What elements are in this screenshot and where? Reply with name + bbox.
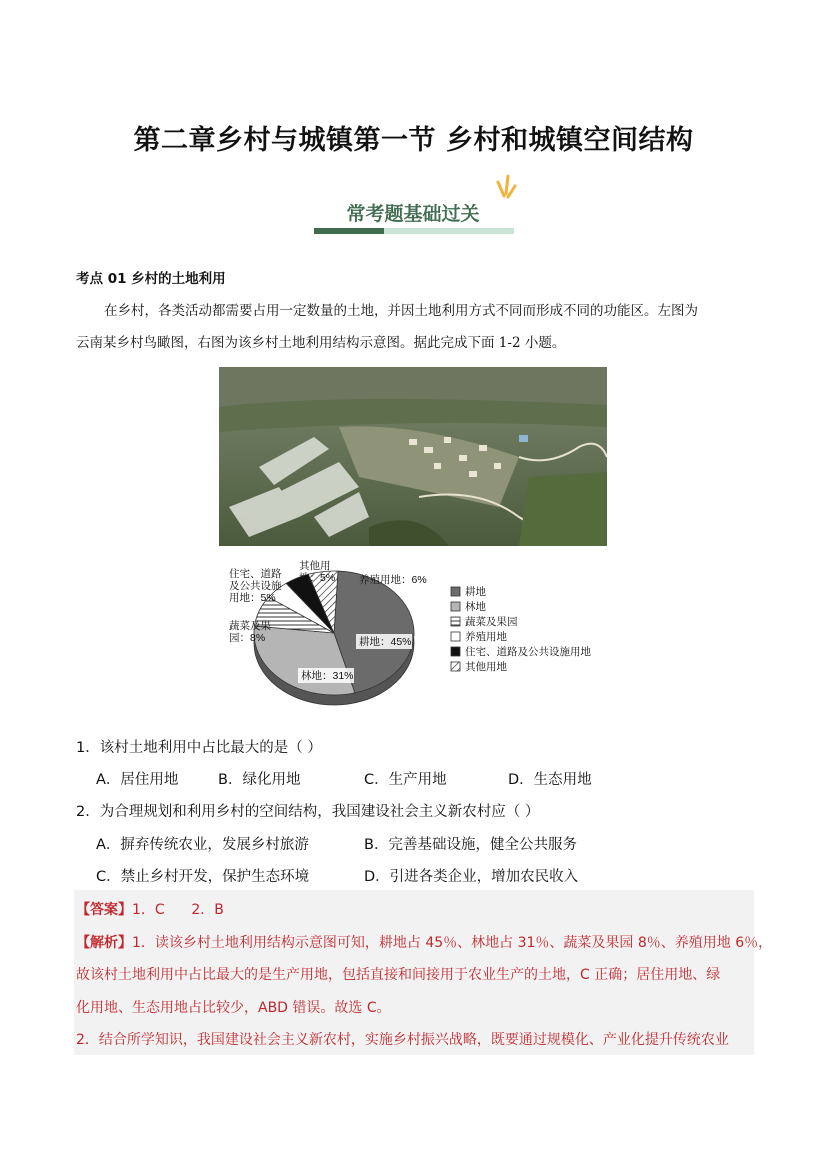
q1-option-b: B．绿化用地 bbox=[218, 772, 301, 788]
legend-label-3: 蔬菜及果园 bbox=[465, 616, 518, 628]
question-1-stem: 1．该村土地利用中占比最大的是（ ） bbox=[76, 740, 322, 756]
analysis-text-1: 1．读该乡村土地利用结构示意图可知，耕地占 45％、林地占 31％、蔬菜及果园 8％、养殖用地 6％， bbox=[132, 935, 773, 951]
legend-label-6: 其他用地 bbox=[465, 661, 507, 673]
legend-swatch-4 bbox=[451, 632, 460, 641]
q2-option-b: B．完善基础设施，健全公共服务 bbox=[364, 837, 577, 853]
legend-label-5: 住宅、道路及公共设施用地 bbox=[465, 646, 591, 658]
q2-option-c: C．禁止乡村开发，保护生态环境 bbox=[96, 869, 310, 885]
q1-option-c: C．生产用地 bbox=[364, 772, 447, 788]
intro-line-2: 云南某乡村鸟瞰图，右图为该乡村土地利用结构示意图。据此完成下面 1-2 小题。 bbox=[76, 335, 566, 351]
pie-label-2: 林地：31% bbox=[301, 670, 354, 682]
legend-label-4: 养殖用地 bbox=[465, 631, 507, 643]
pie-label-5: 其他用地：5% bbox=[299, 560, 336, 584]
answer-tag: 【答案】 bbox=[76, 902, 132, 918]
analysis-tag: 【解析】 bbox=[76, 935, 132, 951]
pie-label-6: 养殖用地：6% bbox=[359, 574, 427, 586]
q1-option-a: A．居住用地 bbox=[96, 772, 179, 788]
land-use-pie-chart bbox=[219, 555, 619, 720]
badge-text: 常考题基础过关 bbox=[346, 203, 480, 225]
analysis-line-3: 化用地、生态用地占比较少，ABD 错误。故选 C。 bbox=[76, 1000, 391, 1016]
analysis-line-1 bbox=[76, 932, 772, 952]
q2-option-a: A．摒弃传统农业，发展乡村旅游 bbox=[96, 837, 309, 853]
pie-label-1: 耕地：45% bbox=[359, 636, 412, 648]
answer-text: 1．C 2．B bbox=[132, 902, 224, 918]
page-title: 第二章乡村与城镇第一节 乡村和城镇空间结构 bbox=[133, 125, 694, 156]
q1-option-d: D．生态用地 bbox=[508, 772, 592, 788]
legend-swatch-3 bbox=[451, 617, 460, 626]
aerial-photo bbox=[219, 367, 607, 546]
intro-line-1: 在乡村，各类活动都需要占用一定数量的土地，并因土地利用方式不同而形成不同的功能区。左图为 bbox=[104, 303, 698, 319]
q2-option-d: D．引进各类企业，增加农民收入 bbox=[364, 869, 579, 885]
legend-label-2: 林地 bbox=[465, 601, 486, 613]
section-heading: 考点 01 乡村的土地利用 bbox=[76, 271, 226, 287]
analysis-line-4: 2．结合所学知识，我国建设社会主义新农村，实施乡村振兴战略，既要通过规模化、产业化提升传统农业 bbox=[76, 1032, 729, 1048]
legend-swatch-6 bbox=[451, 662, 460, 671]
pie-label-4: 住宅、道路及公共设施用地：5% bbox=[229, 568, 282, 604]
legend-swatch-2 bbox=[451, 602, 460, 611]
analysis-line-2: 故该村土地利用中占比最大的是生产用地，包括直接和间接用于农业生产的土地，C 正确；居住用地、绿 bbox=[76, 967, 721, 983]
answer-line bbox=[76, 899, 224, 919]
legend-swatch-1 bbox=[451, 587, 460, 596]
question-2-stem: 2．为合理规划和利用乡村的空间结构，我国建设社会主义新农村应（ ） bbox=[76, 804, 540, 820]
pie-label-3: 蔬菜及果园：8% bbox=[229, 620, 271, 644]
legend-label-1: 耕地 bbox=[465, 586, 486, 598]
legend-swatch-5 bbox=[451, 647, 460, 656]
